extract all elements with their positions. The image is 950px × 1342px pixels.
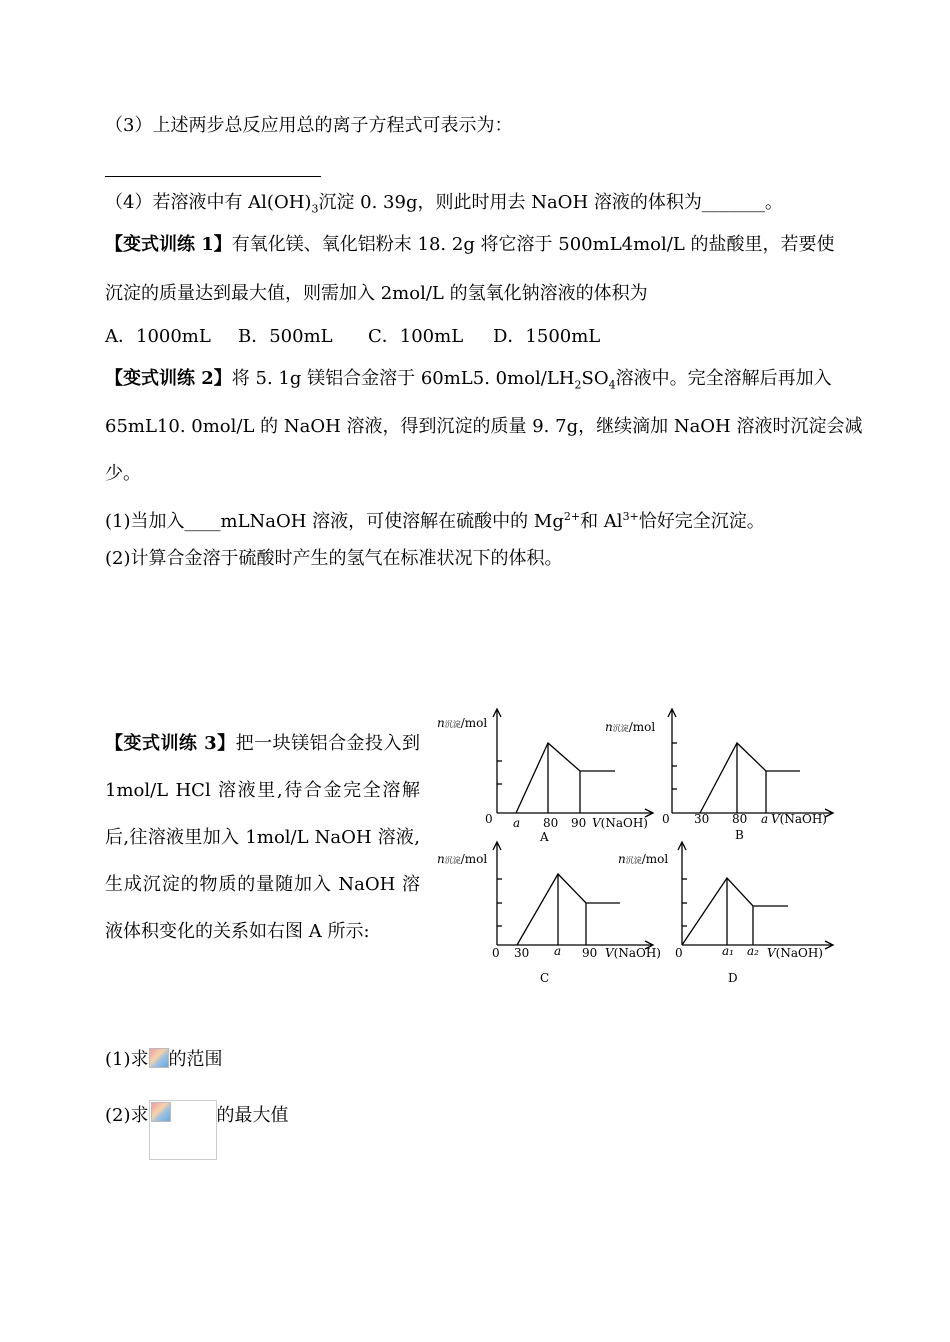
v2-q1-sup-2: 3+ xyxy=(622,510,639,523)
graph-a-ylabel-n: n xyxy=(437,716,445,730)
graph-a-ylabel-sub: 沉淀 xyxy=(444,720,461,729)
graph-c-ylabel xyxy=(437,852,487,866)
v1-text-1: 有氧化镁、氧化铝粉末 18. 2g 将它溶于 500mL4mol/L 的盐酸里，若要使 xyxy=(231,234,835,255)
graph-d-ylabel xyxy=(618,852,668,866)
v1-line-1 xyxy=(105,233,835,257)
graph-a-tick-90: 90 xyxy=(571,816,587,830)
v2-q1-d: 恰好完全沉淀。 xyxy=(638,511,765,532)
graph-a-caption: A xyxy=(540,830,549,844)
v2-q1-b: mLNaOH 溶液，可使溶解在硫酸中的 Mg xyxy=(220,511,564,532)
graph-a-xlabel-v: V xyxy=(592,816,601,830)
v2-q2: (2)计算合金溶于硫酸时产生的氢气在标准状况下的体积。 xyxy=(105,548,563,569)
q4-line xyxy=(105,191,783,222)
graph-b-ylabel-unit: /mol xyxy=(628,720,656,734)
graph-c-tick-30: 30 xyxy=(514,946,530,960)
graph-c-ylabel-sub: 沉淀 xyxy=(444,856,461,865)
graph-b-xlabel-v: V xyxy=(771,812,780,826)
graph-b-xlabel xyxy=(771,812,827,826)
v2-line-3: 少。 xyxy=(105,463,141,484)
graph-d-tick-a2: a₂ xyxy=(747,944,759,958)
v3-paragraph xyxy=(105,720,420,955)
v1-line-2: 沉淀的质量达到最大值，则需加入 2mol/L 的氢氧化钠溶液的体积为 xyxy=(105,283,648,304)
graph-c-ylabel-unit: /mol xyxy=(460,852,488,866)
graph-d-xlabel-unit: (NaOH) xyxy=(775,946,823,960)
q4-sub: 3 xyxy=(311,202,319,216)
v2-tag: 【变式训练 2】 xyxy=(105,368,232,389)
graph-b-tick-80: 80 xyxy=(732,812,748,826)
graph-c-ylabel-n: n xyxy=(437,852,445,866)
q4-text-c: 。 xyxy=(764,192,783,213)
v2-sub-2: 4 xyxy=(608,378,616,392)
graph-a-ylabel xyxy=(437,716,487,730)
graph-a-tick-a: a xyxy=(513,816,521,830)
v1-tag: 【变式训练 1】 xyxy=(105,234,232,255)
graph-b-tick-30: 30 xyxy=(694,812,710,826)
v2-q1-c: 和 Al xyxy=(580,511,623,532)
broken-image-icon xyxy=(151,1102,171,1122)
v2-q1 xyxy=(105,505,765,534)
v2-q1-sup-1: 2+ xyxy=(563,510,581,523)
graph-b-xlabel-unit: (NaOH) xyxy=(779,812,827,826)
graph-b-ylabel xyxy=(605,720,655,734)
graph-c-xlabel-v: V xyxy=(605,946,614,960)
v3-q2-a: (2)求 xyxy=(105,1105,149,1126)
graph-a-tick-80: 80 xyxy=(543,816,559,830)
graph-d-ylabel-unit: /mol xyxy=(641,852,669,866)
graph-d-xlabel-v: V xyxy=(767,946,776,960)
broken-image-icon xyxy=(149,1048,169,1068)
option-a: A．1000mL xyxy=(105,326,211,347)
v2-text-a: 将 5. 1g 镁铝合金溶于 60mL5. 0mol/LH xyxy=(231,368,575,389)
v2-sub-1: 2 xyxy=(574,378,582,392)
graph-b-ylabel-sub: 沉淀 xyxy=(612,724,629,733)
v3-tag: 【变式训练 3】 xyxy=(105,733,236,754)
v2-q1-blank: ____ xyxy=(184,511,221,532)
v3-q2-b: 的最大值 xyxy=(216,1105,289,1126)
graph-d-xlabel xyxy=(767,946,823,960)
q4-blank: _______ xyxy=(701,192,765,213)
v2-line-1 xyxy=(105,367,832,398)
answer-blank-line xyxy=(105,176,321,177)
q4-text-b: 沉淀 0. 39g，则此时用去 NaOH 溶液的体积为 xyxy=(318,192,702,213)
graph-c-xlabel xyxy=(605,946,661,960)
graph-a-tick-0: 0 xyxy=(485,812,493,826)
v1-options xyxy=(105,325,600,349)
v3-q1 xyxy=(105,1048,223,1072)
v2-q1-a: (1)当加入 xyxy=(105,511,185,532)
v3-q1-b: 的范围 xyxy=(168,1049,223,1070)
graph-a-ylabel-unit: /mol xyxy=(460,716,488,730)
graph-c-xlabel-unit: (NaOH) xyxy=(613,946,661,960)
v2-text-c: 溶液中。完全溶解后再加入 xyxy=(615,368,832,389)
graph-b-caption: B xyxy=(735,828,744,842)
option-d: D．1500mL xyxy=(493,326,601,347)
graph-d-caption: D xyxy=(728,971,738,985)
graph-a-xlabel xyxy=(592,816,648,830)
v2-line-2: 65mL10. 0mol/L 的 NaOH 溶液，得到沉淀的质量 9. 7g，继续滴加 NaOH 溶液时沉淀会减 xyxy=(105,416,863,437)
graph-d-tick-0: 0 xyxy=(675,946,683,960)
graph-c-tick-90: 90 xyxy=(582,946,598,960)
v2-text-b: SO xyxy=(581,368,609,389)
image-placeholder xyxy=(149,1100,217,1160)
graphs-figure xyxy=(430,705,850,995)
graph-c-caption: C xyxy=(540,971,550,985)
option-c: C．100mL xyxy=(368,326,464,347)
graph-c-tick-0: 0 xyxy=(492,946,500,960)
graph-d-tick-a1: a₁ xyxy=(722,944,734,958)
graph-b-tick-a: a xyxy=(761,812,769,826)
q3-line: （3）上述两步总反应用总的离子方程式可表示为： xyxy=(105,115,513,136)
option-b: B．500mL xyxy=(238,326,333,347)
graph-a-xlabel-unit: (NaOH) xyxy=(600,816,648,830)
graph-b-tick-0: 0 xyxy=(662,812,670,826)
v3-text: 把一块镁铝合金投入到 1mol/L HCl 溶液里,待合金完全溶解后,往溶液里加入 1mol/L NaOH 溶液,生成沉淀的物质的量随加入 NaOH 溶液体积变化的关系如右图 A 所示: xyxy=(105,733,420,942)
graph-d-ylabel-sub: 沉淀 xyxy=(625,856,642,865)
q4-text-a: （4）若溶液中有 Al(OH) xyxy=(105,192,312,213)
graph-d-ylabel-n: n xyxy=(618,852,626,866)
graph-c-tick-a: a xyxy=(554,944,562,958)
v3-q2 xyxy=(105,1104,289,1160)
graph-b-ylabel-n: n xyxy=(605,720,613,734)
v3-q1-a: (1)求 xyxy=(105,1049,149,1070)
